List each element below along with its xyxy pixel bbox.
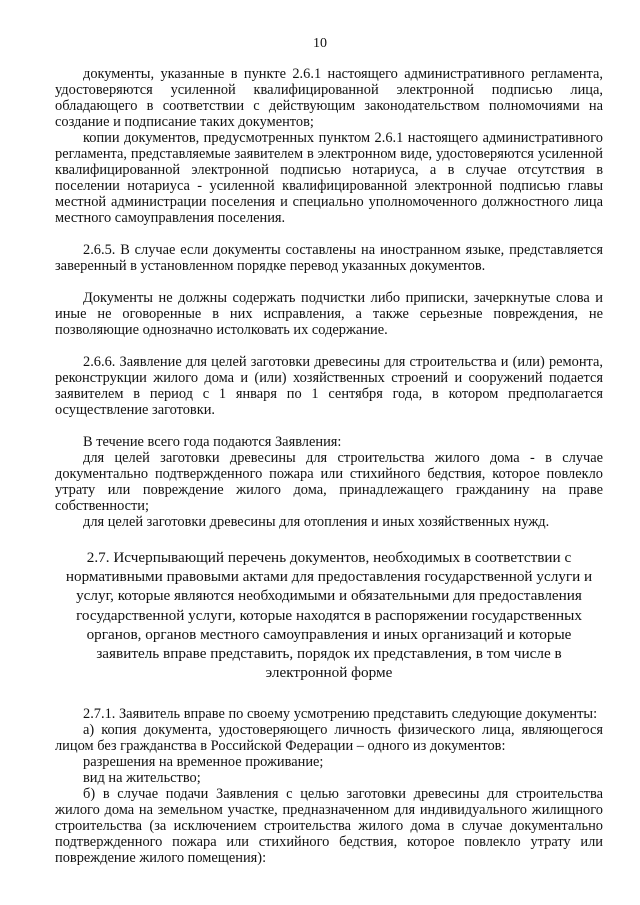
paragraph: 2.6.6. Заявление для целей заготовки древесины для строительства и (или) ремонта, реконструкции жилого дома и (или) хозяйственных строений и сооружений подается заявителем в период с 1 января по 1 сентября года, в котором предполагается осуществление заготовки. xyxy=(55,354,603,418)
paragraph: копии документов, предусмотренных пунктом 2.6.1 настоящего административного регламента, представляемые заявителем в электронном виде, удостоверяются усиленной квалифицированной электронной подписью нотариуса, а в случае отсутствия в поселении нотариуса - усиленной квалифицированной электронной подписью главы местной администрации поселения и специально уполномоченного должностного лица местного самоуправления поселения. xyxy=(55,130,603,226)
paragraph: В течение всего года подаются Заявления: xyxy=(83,434,342,450)
paragraph: для целей заготовки древесины для отопления и иных хозяйственных нужд. xyxy=(83,514,550,530)
paragraph: разрешения на временное проживание; xyxy=(83,754,324,771)
paragraph: документы, указанные в пункте 2.6.1 настоящего административного регламента, удостоверяются усиленной квалифицированной электронной подписью лица, обладающего в соответствии с действующим законодательством полномочиями на создание и подписание таких документов; xyxy=(55,66,603,130)
paragraph: Документы не должны содержать подчистки либо приписки, зачеркнутые слова и иные не оговоренные в них исправления, а также серьезные повреждения, не позволяющие однозначно истолковать их содержание. xyxy=(55,290,603,338)
section-heading: 2.7. Исчерпывающий перечень документов, необходимых в соответствии с нормативными правовыми актами для предоставления государственной услуги и услуг, которые являются необходимыми и обязательными для предоставления государственной услуги, которые находятся в распоряжении государственных органов, органов местного самоуправления и иных организаций и которые заявитель вправе представить, порядок их представления, в том числе в электронной форме xyxy=(65,549,593,682)
paragraph: для целей заготовки древесины для строительства жилого дома - в случае документально подтвержденного пожара или стихийного бедствия, которое повлекло утрату или повреждение жилого дома, принадлежащего гражданину на праве собственности; xyxy=(55,450,603,514)
paragraph: а) копия документа, удостоверяющего личность физического лица, являющегося лицом без гражданства в Российской Федерации – одного из документов: xyxy=(55,722,603,755)
paragraph: вид на жительство; xyxy=(83,770,201,787)
paragraph: 2.7.1. Заявитель вправе по своему усмотрению представить следующие документы: xyxy=(83,706,598,723)
page-number: 10 xyxy=(313,36,327,51)
paragraph: б) в случае подачи Заявления с целью заготовки древесины для строительства жилого дома на земельном участке, предназначенном для индивидуального жилищного строительства (за исключением строительства жилого дома в случае документально подтвержденного пожара или стихийного бедствия, которое повлекло утрату или повреждение жилого помещения): xyxy=(55,786,603,867)
document-body xyxy=(55,66,603,866)
paragraph: 2.6.5. В случае если документы составлены на иностранном языке, представляется заверенный в установленном порядке перевод указанных документов. xyxy=(55,242,603,274)
